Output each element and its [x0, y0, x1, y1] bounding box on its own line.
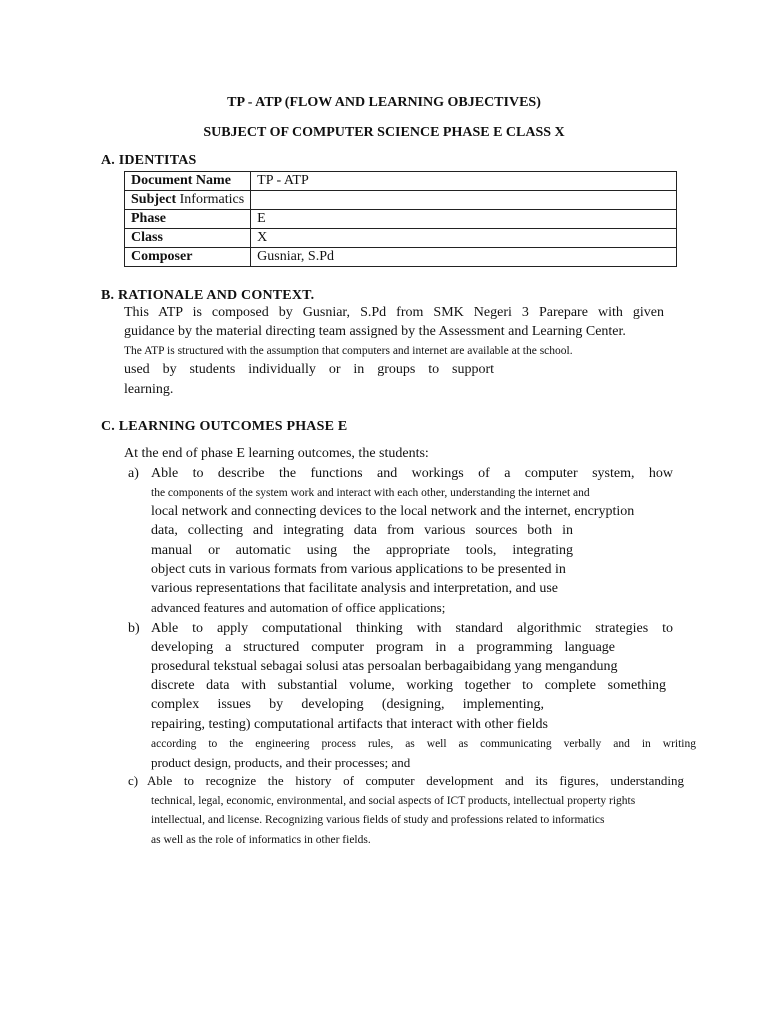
list-item-line: discrete data with substantial volume, working together to complete something — [151, 678, 666, 693]
list-marker: b) — [128, 621, 140, 636]
list-item-line: technical, legal, economic, environmental, and social aspects of ICT products, intellectual property rights — [151, 795, 636, 807]
list-item-line: according to the engineering process rules, as well as communicating verbally and in writing — [151, 738, 696, 750]
list-item-line: product design, products, and their processes; and — [151, 755, 411, 770]
list-item-line: manual or automatic using the appropriate tools, integrating — [151, 543, 573, 558]
table-value: X — [251, 229, 677, 248]
table-key: Composer — [125, 248, 251, 267]
paragraph-line: This ATP is composed by Gusniar, S.Pd from SMK Negeri 3 Parepare with given — [124, 305, 664, 320]
table-row — [125, 229, 677, 248]
list-item-line: Able to recognize the history of computer development and its figures, understanding — [147, 773, 684, 788]
list-item-line: object cuts in various formats from various applications to be presented in — [151, 562, 566, 577]
section-c-intro: At the end of phase E learning outcomes, the students: — [124, 446, 429, 461]
list-item-line: advanced features and automation of office applications; — [151, 600, 446, 615]
list-item-line: local network and connecting devices to the local network and the internet, encryption — [151, 504, 635, 519]
table-key: Document Name — [125, 172, 251, 191]
document-subtitle: SUBJECT OF COMPUTER SCIENCE PHASE E CLASS X — [203, 125, 565, 140]
list-item-line: complex issues by developing (designing, implementing, — [151, 697, 544, 712]
paragraph-line: learning. — [124, 382, 174, 397]
section-c-heading: C. LEARNING OUTCOMES PHASE E — [101, 419, 348, 434]
list-item-line: various representations that facilitate analysis and interpretation, and use — [151, 581, 559, 596]
document-title: TP - ATP (FLOW AND LEARNING OBJECTIVES) — [227, 95, 541, 110]
table-key: Phase — [125, 210, 251, 229]
list-item-line: Able to apply computational thinking with standard algorithmic strategies to — [151, 621, 673, 636]
table-row — [125, 191, 677, 210]
table-row — [125, 248, 677, 267]
list-item-line: developing a structured computer program in a programming language — [151, 640, 615, 655]
table-row — [125, 210, 677, 229]
list-item-line: intellectual, and license. Recognizing various fields of study and professions related to informatics — [151, 814, 605, 826]
list-marker: a) — [128, 466, 139, 481]
list-item-line: Able to describe the functions and workings of a computer system, how — [151, 466, 673, 481]
section-a-heading: A. IDENTITAS — [101, 153, 197, 168]
list-item-line: prosedural tekstual sebagai solusi atas persoalan berbagaibidang yang mengandung — [151, 659, 618, 674]
table-value — [251, 191, 677, 210]
list-item-line: data, collecting and integrating data from various sources both in — [151, 523, 573, 538]
list-marker: c) — [128, 773, 139, 788]
paragraph-line: guidance by the material directing team assigned by the Assessment and Learning Center. — [124, 324, 626, 339]
table-key: Subject Informatics — [125, 191, 251, 210]
table-value: TP - ATP — [251, 172, 677, 191]
list-item-line: as well as the role of informatics in other fields. — [151, 834, 371, 846]
paragraph-line: used by students individually or in groups to support — [124, 362, 494, 377]
paragraph-line: The ATP is structured with the assumption that computers and internet are available at the school. — [124, 345, 573, 357]
table-key: Class — [125, 229, 251, 248]
table-value: Gusniar, S.Pd — [251, 248, 677, 267]
table-row — [125, 172, 677, 191]
identity-table — [124, 171, 677, 267]
list-item-line: the components of the system work and interact with each other, understanding the internet and — [151, 487, 590, 499]
list-item-line: repairing, testing) computational artifacts that interact with other fields — [151, 717, 548, 732]
section-b-heading: B. RATIONALE AND CONTEXT. — [101, 288, 315, 303]
table-value: E — [251, 210, 677, 229]
